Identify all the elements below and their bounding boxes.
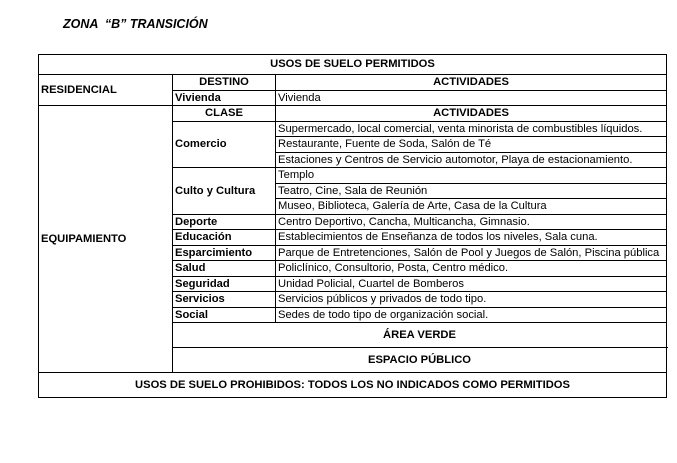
equipamiento-actividades-header: ACTIVIDADES (276, 106, 667, 122)
residencial-actividades-header: ACTIVIDADES (276, 75, 667, 91)
espacio-publico: ESPACIO PÚBLICO (173, 348, 667, 373)
clase-seguridad: Seguridad (173, 276, 276, 292)
clase-comercio: Comercio (173, 121, 276, 168)
land-use-table (38, 54, 667, 398)
residencial-label: RESIDENCIAL (39, 75, 173, 106)
actividad-vivienda: Vivienda (276, 90, 667, 106)
actividad-social: Sedes de todo tipo de organización social. (276, 307, 667, 323)
actividad-comercio-3: Estaciones y Centros de Servicio automotor, Playa de estacionamiento. (276, 152, 667, 168)
clase-social: Social (173, 307, 276, 323)
zone-title: ZONA “B” TRANSICIÓN (63, 17, 208, 31)
clase-deporte: Deporte (173, 214, 276, 230)
equipamiento-label: EQUIPAMIENTO (39, 106, 173, 373)
actividad-comercio-2: Restaurante, Fuente de Soda, Salón de Té (276, 137, 667, 153)
actividad-culto-2: Teatro, Cine, Sala de Reunión (276, 183, 667, 199)
actividad-comercio-1: Supermercado, local comercial, venta minorista de combustibles líquidos. (276, 121, 667, 137)
prohibidos: USOS DE SUELO PROHIBIDOS: TODOS LOS NO INDICADOS COMO PERMITIDOS (39, 373, 667, 398)
clase-culto-cultura: Culto y Cultura (173, 168, 276, 215)
clase-esparcimiento: Esparcimiento (173, 245, 276, 261)
actividad-servicios: Servicios públicos y privados de todo tipo. (276, 292, 667, 308)
destino-header: DESTINO (173, 75, 276, 91)
actividad-esparcimiento: Parque de Entretenciones, Salón de Pool y Juegos de Salón, Piscina pública (276, 245, 667, 261)
actividad-culto-3: Museo, Biblioteca, Galería de Arte, Casa de la Cultura (276, 199, 667, 215)
clase-educacion: Educación (173, 230, 276, 246)
destino-vivienda: Vivienda (173, 90, 276, 106)
actividad-seguridad: Unidad Policial, Cuartel de Bomberos (276, 276, 667, 292)
area-verde: ÁREA VERDE (173, 323, 667, 348)
actividad-educacion: Establecimientos de Enseñanza de todos los niveles, Sala cuna. (276, 230, 667, 246)
permitted-header: USOS DE SUELO PERMITIDOS (39, 55, 667, 75)
actividad-culto-1: Templo (276, 168, 667, 184)
actividad-salud: Policlínico, Consultorio, Posta, Centro médico. (276, 261, 667, 277)
clase-header: CLASE (173, 106, 276, 122)
clase-salud: Salud (173, 261, 276, 277)
clase-servicios: Servicios (173, 292, 276, 308)
actividad-deporte: Centro Deportivo, Cancha, Multicancha, Gimnasio. (276, 214, 667, 230)
